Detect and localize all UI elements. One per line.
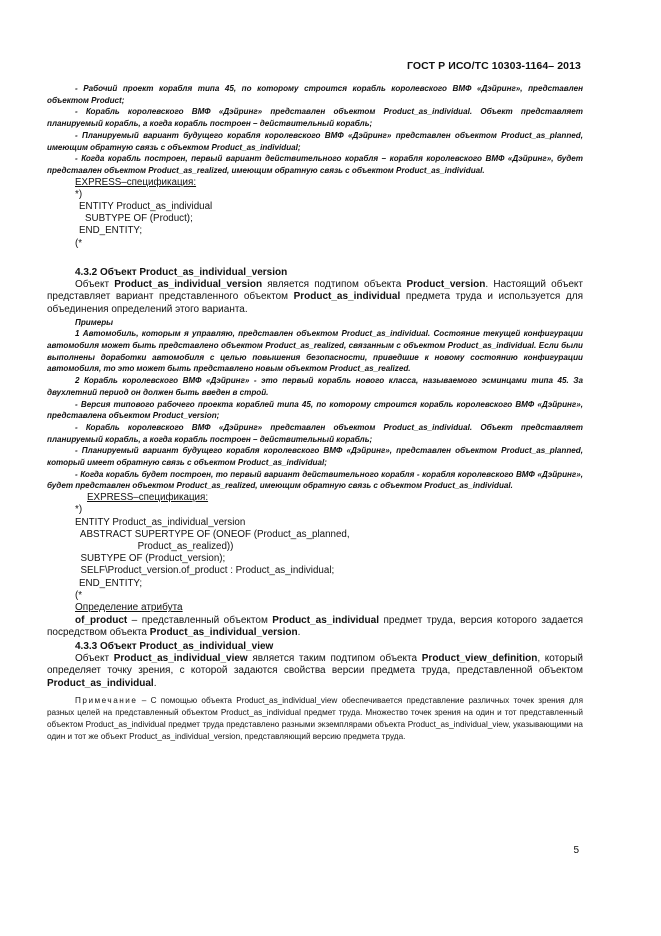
entity-name: Product_as_individual	[47, 677, 154, 689]
code-line: ENTITY Product_as_individual	[79, 201, 213, 213]
code-line: SELF\Product_version.of_product : Product_as_individual;	[75, 565, 335, 577]
text-run: является таким подтипом объекта	[247, 652, 422, 664]
example-paragraph: 2 Корабль королевского ВМФ «Дэйринг» - это первый корабль нового класса, называемого эсминцами типа 45. За двухлетний период он должен быть введен в строй.	[47, 376, 583, 397]
note-label: Примечание	[75, 695, 138, 705]
examples-title: Примеры	[75, 317, 114, 327]
example-paragraph: - Когда корабль построен, первый вариант действительного корабля – корабля королевского ВМФ «Дэйринг», будет представлен объектом Product_as_realized, имеющим обратную связь с объектом Product_as_individual.	[47, 154, 583, 175]
example-paragraph: - Планируемый вариант будущего корабля королевского ВМФ «Дэйринг», представлен объектом Product_as_planned, который имеет обратную связь с объектом Product_as_individual;	[47, 446, 583, 468]
attribute-name: of_product	[75, 614, 128, 626]
code-line: SUBTYPE OF (Product_version);	[75, 553, 226, 565]
code-line: (*	[75, 589, 83, 601]
express-spec-1	[47, 177, 583, 250]
section-paragraph	[47, 279, 583, 317]
entity-name: Product_as_individual_view	[113, 652, 248, 664]
section-heading-4-3-3: 4.3.3 Объект Product_as_individual_view	[75, 640, 274, 652]
express-spec-2	[47, 492, 583, 602]
example-paragraph: - Корабль королевского ВМФ «Дэйринг» представлен объектом Product_as_individual. Объект представляет планируемый корабль, а когда корабль построен – действительный корабль;	[47, 107, 583, 129]
code-line: *)	[75, 504, 83, 516]
entity-name: Product_as_individual_version	[149, 627, 298, 639]
code-line: SUBTYPE OF (Product);	[85, 213, 193, 225]
example-paragraph: - Корабль королевского ВМФ «Дэйринг» представлен объектом Product_as_individual. Объект представляет планируемый корабль, а когда корабль построен – действительный корабль;	[47, 422, 583, 444]
entity-name: Product_version	[406, 278, 486, 290]
example-paragraph: - Планируемый вариант будущего корабля королевского ВМФ «Дэйринг» представлен объектом Product_as_planned, имеющим обратную связь с объектом Product_as_individual;	[47, 130, 583, 152]
text-run: .	[297, 627, 301, 639]
attribute-definition	[47, 615, 583, 640]
text-run: является подтипом объекта	[262, 278, 407, 290]
entity-name: Product_as_individual	[293, 291, 401, 303]
text-run: , который определяет точку зрения, с которой задаются свойства версии предмета труда, представленной объектом	[47, 652, 584, 677]
code-line: Product_as_realized))	[75, 540, 234, 552]
note-text: – С помощью объекта Product_as_individual_view обеспечивается представление различных точек зрения для разных целей на представленный объектом Product_as_individual предмет труда. Множество точек зрения на один и тот представленный объектом Product_as_individual предмет труда представлено разными экземплярами объекта Product_as_individual_view, указывающими на один и тот же объект Product_as_individual_version, представляющий версию предмета труда.	[47, 695, 583, 742]
note-paragraph	[47, 695, 583, 744]
text-run: .	[153, 677, 157, 689]
section-paragraph	[47, 653, 583, 691]
standard-header: ГОСТ Р ИСО/ТС 10303-1164– 2013	[406, 60, 581, 72]
section-heading-4-3-2: 4.3.2 Объект Product_as_individual_version	[75, 266, 288, 278]
code-line: END_ENTITY;	[79, 225, 143, 237]
code-line: ENTITY Product_as_individual_version	[75, 516, 246, 528]
text-run: предмет труда, версия которого задается посредством объекта	[47, 614, 583, 639]
express-label: EXPRESS–спецификация:	[87, 492, 209, 504]
page-number: 5	[573, 845, 579, 856]
text-run: Объект	[75, 278, 115, 290]
example-paragraph: - Когда корабль будет построен, то первый вариант действительного корабля - корабля королевского ВМФ «Дэйринг», будет представлен объектом Product_as_realized, имеющим обратную связь с объектом Product_as_individual.	[47, 469, 583, 491]
entity-name: Product_as_individual	[272, 614, 379, 626]
text-run: предмета труда и используется для объединения определений этого варианта.	[47, 291, 583, 316]
example-paragraph: - Рабочий проект корабля типа 45, по которому строится корабль королевского ВМФ «Дэйринг», представлен объектом Product;	[47, 84, 583, 105]
express-label: EXPRESS–спецификация:	[75, 176, 197, 188]
text-run: – представленный объектом	[127, 614, 273, 626]
example-paragraph: 1 Автомобиль, которым я управляю, представлен объектом Product_as_individual. Состояние текущей конфигурации автомобиля может быть представлено объектом Product_as_realized, связанным с объектом Product_as_individual. Если были выполнены доработки автомобиля с целью повышения безопасности, приведшие к новому состоянию конфигурации автомобиля, то это может быть представлено новым объектом Product_as_realized.	[47, 329, 583, 374]
code-line: ABSTRACT SUPERTYPE OF (ONEOF (Product_as_planned,	[75, 528, 350, 540]
entity-name: Product_as_individual_version	[114, 278, 263, 290]
attribute-definition-title: Определение атрибута	[75, 602, 183, 613]
code-line: (*	[75, 237, 83, 249]
page-content	[47, 83, 583, 744]
text-run: Объект	[75, 652, 114, 664]
code-line: *)	[75, 188, 83, 200]
example-paragraph: - Версия типового рабочего проекта кораблей типа 45, по которому строится корабль королевского ВМФ «Дэйринг», представлена объектом Product_version;	[47, 399, 583, 421]
code-line: END_ENTITY;	[79, 577, 143, 589]
text-run: . Настоящий объект представляет вариант представленного объектом	[47, 278, 583, 303]
entity-name: Product_view_definition	[421, 652, 538, 664]
